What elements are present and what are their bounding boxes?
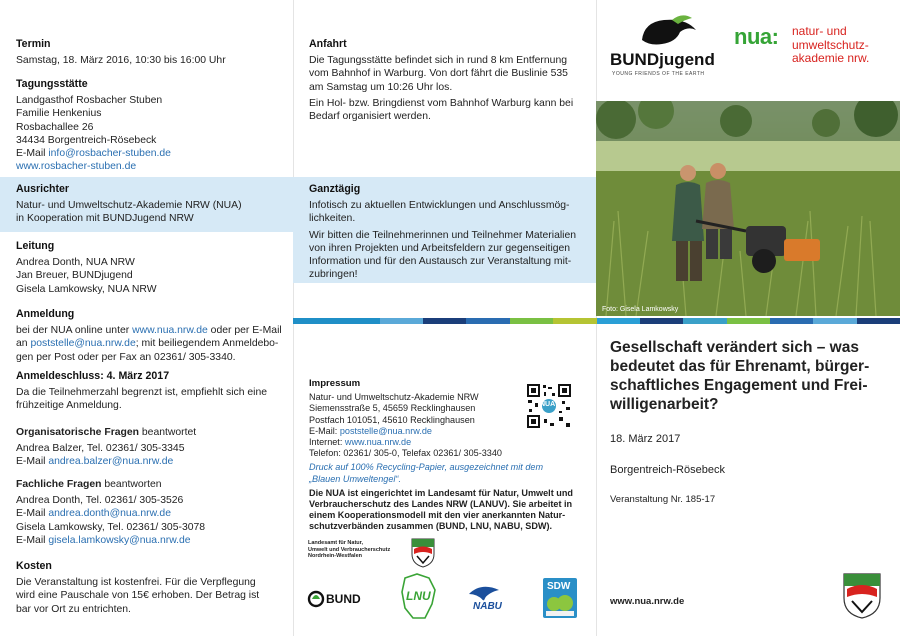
stripe-segment (597, 318, 640, 324)
email-label: E-Mail (16, 148, 49, 160)
nua-description: Die NUA ist eingerichtet im Landesamt für Natur, Umwelt und (309, 487, 573, 498)
anfahrt-section (309, 38, 588, 123)
tagungsstaette-heading: Tagungsstätte (16, 78, 88, 90)
cover-title-line: willigenarbeit? (610, 396, 719, 413)
nrw-crest-icon (411, 538, 435, 573)
termin-heading: Termin (16, 38, 51, 50)
ganztaegig-line: lichkeiten. (309, 213, 356, 225)
footer-url[interactable]: www.nua.nrw.de (610, 596, 685, 607)
event-number: Veranstaltung Nr. 185-17 (610, 494, 716, 505)
impressum-line: Siemensstraße 5, 45659 Recklinghausen (309, 403, 476, 414)
ganztaegig-section (309, 183, 588, 281)
venue-line: Landgasthof Rosbacher Stuben (16, 95, 163, 107)
anmeldung-text: gen per Post oder per Fax an 02361/ 305-3340. (16, 351, 236, 363)
nabu-logo (463, 580, 507, 623)
lanuv-label (308, 540, 390, 560)
balzer-email-link[interactable]: andrea.balzer@nua.nrw.de (48, 456, 174, 468)
nua-web-link[interactable]: www.nua.nrw.de (132, 325, 208, 337)
stripe-segment (553, 318, 596, 324)
cover-title-line: Gesellschaft verändert sich – was (610, 339, 859, 356)
donth-email-link[interactable]: andrea.donth@nua.nrw.de (48, 508, 171, 520)
anfahrt-heading: Anfahrt (309, 38, 347, 50)
email-label: E-Mail (16, 456, 49, 468)
leitung-line: Jan Breuer, BUNDjugend (16, 270, 133, 282)
venue-line: Familie Henkenius (16, 108, 102, 120)
impressum-email-link[interactable]: poststelle@nua.nrw.de (339, 425, 432, 436)
nua-wordmark-line: akademie nrw. (792, 51, 870, 65)
anfahrt-line: Bedarf organisiert werden. (309, 111, 431, 123)
ausrichter-line: Natur- und Umweltschutz-Akademie NRW (NUA) (16, 200, 242, 212)
stripe-segment (466, 318, 509, 324)
stripe-segment (380, 318, 423, 324)
leitung-heading: Leitung (16, 240, 55, 252)
lanuv-line: Landesamt für Natur, (308, 540, 364, 546)
anmeldung-text: ; mit beiliegendem Anmeldebo- (135, 338, 279, 350)
stripe-segment (640, 318, 683, 324)
ganztaegig-line: zubringen! (309, 269, 358, 281)
nua-wordmark (792, 25, 869, 66)
termin-section (16, 38, 285, 67)
ganztaegig-line: Infotisch zu aktuellen Entwicklungen und Anschlussmög- (309, 200, 570, 212)
venue-line: Rosbachallee 26 (16, 121, 94, 133)
nua-logo (734, 24, 894, 74)
impressum-line: Postfach 101051, 45610 Recklinghausen (309, 414, 475, 425)
nabu-logo-text: NABU (473, 601, 502, 612)
kosten-line: Die Veranstaltung ist kostenfrei. Für die Verpflegung (16, 577, 256, 589)
email-label: E-Mail (16, 534, 49, 546)
qr-label: NUA (540, 401, 556, 408)
ganztaegig-heading: Ganztägig (309, 183, 361, 195)
anmeldeschluss-line: Da die Teilnehmerzahl begrenzt ist, empfiehlt sich eine (16, 387, 268, 399)
internet-label: Internet: (309, 437, 345, 448)
stripe-segment (293, 318, 336, 324)
fach-fragen-section (16, 478, 285, 547)
stripe-segment (770, 318, 813, 324)
color-stripe (293, 318, 900, 324)
leitung-section (16, 240, 285, 296)
leitung-line: Gisela Lamkowsky, NUA NRW (16, 283, 157, 295)
org-contact: Andrea Balzer, Tel. 02361/ 305-3345 (16, 443, 185, 455)
bund-logo-text: BUND (326, 592, 361, 606)
left-panel (0, 0, 293, 636)
impressum-line: Natur- und Umweltschutz-Akademie NRW (309, 392, 479, 403)
kosten-heading: Kosten (16, 560, 52, 572)
leitung-line: Andrea Donth, NUA NRW (16, 257, 135, 269)
email-label: E-Mail (16, 508, 49, 520)
anfahrt-line: Die Tagungsstätte befindet sich in rund 8 km Entfernung (309, 55, 567, 67)
anfahrt-line: am Samstag um 10:26 Uhr los. (309, 81, 453, 93)
impressum-phone: Telefon: 02361/ 305-0, Telefax 02361/ 305-3340 (309, 448, 502, 459)
impressum-web-link[interactable]: www.nua.nrw.de (344, 437, 412, 448)
stripe-segment (857, 318, 900, 324)
fach-heading: Fachliche Fragen (16, 479, 102, 490)
kosten-section (16, 560, 285, 616)
anfahrt-line: Ein Hol- bzw. Bringdienst vom Bahnhof Warburg kann bei (309, 97, 574, 109)
ganztaegig-line: Information und für den Austausch zur Veranstaltung mit- (309, 256, 572, 268)
stripe-segment (423, 318, 466, 324)
org-fragen-section (16, 426, 285, 469)
recycling-note: Druck auf 100% Recycling-Papier, ausgezeichnet mit dem (309, 462, 544, 473)
stripe-segment (727, 318, 770, 324)
venue-web-link[interactable]: www.rosbacher-stuben.de (16, 161, 137, 173)
bund-logo (307, 585, 365, 618)
lanuv-line: Umwelt und Verbraucherschutz (308, 546, 391, 553)
event-place: Borgentreich-Rösebeck (610, 464, 725, 476)
recycling-note: „Blauen Umweltengel“. (309, 473, 401, 484)
nua-abbr: nua: (734, 24, 779, 49)
fach-contact: Gisela Lamkowsky, Tel. 02361/ 305-3078 (16, 521, 206, 533)
kosten-line: wird eine Pauschale von 15€ erhoben. Der Betrag ist (16, 590, 260, 602)
email-label: E-Mail: (309, 425, 340, 436)
kosten-line: bar vor Ort zu entrichten. (16, 603, 131, 615)
venue-line: 34434 Borgentreich-Rösebeck (16, 134, 157, 146)
nua-description: Verbraucherschutz des Landes NRW (LANUV). Sie arbeitet in (309, 499, 573, 510)
sdw-logo (543, 578, 577, 618)
sdw-logo-text: SDW (547, 581, 571, 592)
anmeldung-text: bei der NUA online unter (16, 325, 133, 337)
anmeldung-section (16, 308, 285, 364)
lnu-logo (399, 572, 439, 627)
anmeldung-heading: Anmeldung (16, 308, 75, 320)
fach-contact: Andrea Donth, Tel. 02361/ 305-3526 (16, 495, 184, 507)
stripe-segment (336, 318, 379, 324)
nua-wordmark-line: natur- und (792, 24, 847, 38)
lamkowsky-email-link[interactable]: gisela.lamkowsky@nua.nrw.de (48, 534, 191, 546)
tagungsstaette-section (16, 78, 285, 173)
stripe-segment (813, 318, 856, 324)
anmeldung-text: an (16, 338, 31, 350)
anmeldung-text: oder per E-Mail (207, 325, 282, 337)
photo-caption: Foto: Gisela Lamkowsky (602, 306, 679, 313)
bundjugend-logo (610, 14, 720, 84)
nua-wordmark-line: umweltschutz- (792, 37, 869, 52)
lanuv-line: Nordrhein-Westfalen (308, 553, 362, 560)
venue-email-link[interactable]: info@rosbacher-stuben.de (48, 148, 171, 160)
org-heading: Organisatorische Fragen (16, 427, 139, 438)
impressum-heading: Impressum (309, 378, 361, 389)
stripe-segment (683, 318, 726, 324)
qr-code (526, 383, 572, 429)
anfahrt-line: vom Bahnhof in Warburg. Von dort fährt die Buslinie 535 (309, 68, 568, 80)
bundjugend-tagline: YOUNG FRIENDS OF THE EARTH (612, 71, 705, 77)
ausrichter-section (16, 183, 285, 226)
anmeldeschluss-line: frühzeitige Anmeldung. (16, 400, 122, 412)
ausrichter-heading: Ausrichter (16, 183, 69, 195)
anmeldeschluss-heading: Anmeldeschluss: 4. März 2017 (16, 370, 170, 382)
lnu-logo-text: LNU (406, 589, 431, 603)
termin-text: Samstag, 18. März 2016, 10:30 bis 16:00 Uhr (16, 55, 226, 67)
ganztaegig-line: Wir bitten die Teilnehmerinnen und Teilnehmer Materialien (309, 229, 577, 241)
anmeldeschluss-section (16, 370, 285, 413)
stripe-segment (510, 318, 553, 324)
nua-description: schutzverbänden zusammen (BUND, LNU, NABU, SDW). (309, 521, 553, 532)
ganztaegig-line: von ihren Projekten und Arbeitsfeldern zur gegenseitigen (309, 242, 571, 254)
event-date: 18. März 2017 (610, 433, 681, 445)
fach-heading-rest: beantworten (101, 479, 162, 490)
poststelle-email-link[interactable]: poststelle@nua.nrw.de (30, 338, 136, 350)
cover-photo (596, 101, 900, 316)
org-heading-rest: beantwortet (139, 427, 197, 438)
bundjugend-name: BUNDjugend (610, 50, 715, 69)
cover-title-line: schaftliches Engagement und Frei- (610, 377, 868, 394)
cover-title-line: bedeutet das für Ehrenamt, bürger- (610, 358, 870, 375)
nua-description: einem Kooperationsmodell mit den vier anerkannten Natur- (309, 510, 566, 521)
nrw-crest-icon (842, 572, 882, 625)
ausrichter-line: in Kooperation mit BUNDJugend NRW (16, 213, 194, 225)
